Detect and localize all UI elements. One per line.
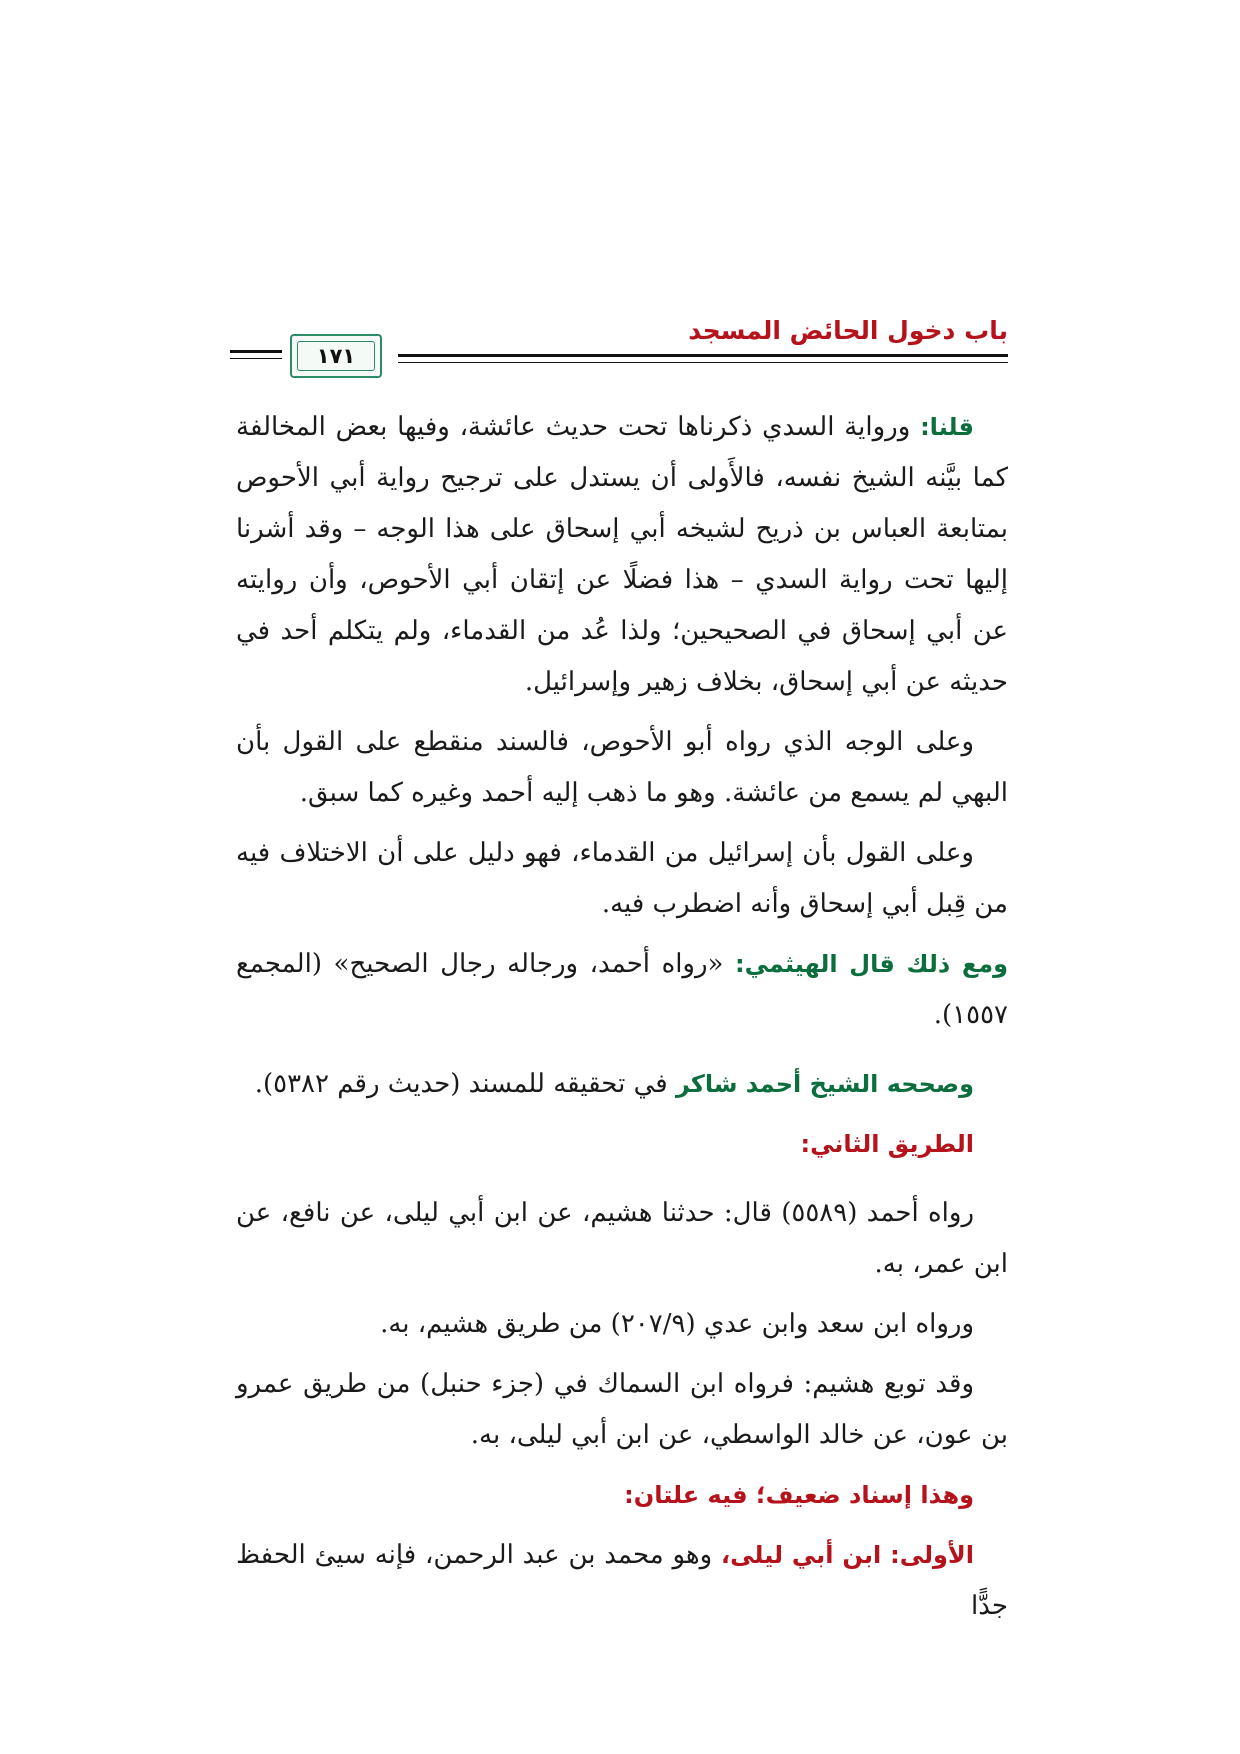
paragraph-ahmad-5589: رواه أحمد (٥٥٨٩) قال: حدثنا هشيم، عن ابن أبي ليلى، عن نافع، عن ابن عمر، به.: [236, 1198, 1008, 1279]
header-rule-left-bottom: [230, 358, 282, 359]
page-body: [236, 402, 1008, 1641]
paragraph-abu-al-ahwas: وعلى الوجه الذي رواه أبو الأحوص، فالسند منقطع على القول بأن البهي لم يسمع من عائشة. وهو ما ذهب إليه أحمد وغيره كما سبق.: [236, 727, 1008, 808]
heading-second-path: [236, 1119, 1008, 1170]
paragraph-hushaym-followed: وقد توبع هشيم: فرواه ابن السماك في (جزء حنبل) من طريق عمرو بن عون، عن خالد الواسطي، عن ابن أبي ليلى، به.: [236, 1369, 1008, 1450]
label-ibn-abi-layla: ابن أبي ليلى،: [721, 1541, 891, 1569]
label-first-defect: الأولى:: [890, 1541, 974, 1569]
page-number: ١٧١: [297, 341, 375, 371]
paragraph-qulna-text: ورواية السدي ذكرناها تحت حديث عائشة، وفيها بعض المخالفة كما بيَّنه الشيخ نفسه، فالأَولى أن يستدل على ترجيح رواية أبي الأحوص بمتابعة العباس بن ذريح لشيخه أبي إسحاق على هذا الوجه – وقد أشرنا إليها تحت رواية السدي – هذا فضلًا عن إتقان أبي الأحوص، وأن روايته عن أبي إسحاق في الصحيحين؛ ولذا عُد من القدماء، ولم يتكلم أحد في حديثه عن أبي إسحاق، بخلاف زهير وإسرائيل.: [236, 412, 1008, 697]
paragraph-qulna: [236, 402, 1008, 708]
header-rule-right-top: [398, 354, 1008, 357]
heading-weak-chain: [236, 1470, 1008, 1521]
page-number-frame: [290, 334, 382, 378]
heading-second-path-text: الطريق الثاني:: [800, 1130, 974, 1158]
paragraph-israil: وعلى القول بأن إسرائيل من القدماء، فهو دليل على أن الاختلاف فيه من قِبل أبي إسحاق وأنه اضطرب فيه.: [236, 838, 1008, 919]
header-rule-right-bottom: [398, 362, 1008, 363]
paragraph-haythami: [236, 939, 1008, 1041]
paragraph-haythami-text: «رواه أحمد، ورجاله رجال الصحيح» (المجمع ١٥٥٧).: [236, 949, 1008, 1030]
chapter-title: باب دخول الحائض المسجد: [688, 316, 1008, 345]
heading-weak-chain-text: وهذا إسناد ضعيف؛ فيه علتان:: [624, 1481, 974, 1509]
header-rule-left-top: [230, 350, 282, 353]
label-haythami: ومع ذلك قال الهيثمي:: [735, 950, 1008, 978]
label-qulna: قلنا:: [920, 413, 974, 441]
paragraph-first-defect: [236, 1530, 1008, 1632]
paragraph-shakir-text: في تحقيقه للمسند (حديث رقم ٥٣٨٢).: [254, 1069, 676, 1099]
page-header: [230, 312, 1008, 388]
paragraph-ibn-saad: ورواه ابن سعد وابن عدي (٢٠٧/٩) من طريق هشيم، به.: [380, 1309, 974, 1339]
paragraph-first-defect-text: وهو محمد بن عبد الرحمن، فإنه سيئ الحفظ جدًّا: [236, 1540, 1008, 1621]
paragraph-shakir: [236, 1059, 1008, 1110]
label-shakir: وصححه الشيخ أحمد شاكر: [675, 1070, 974, 1098]
